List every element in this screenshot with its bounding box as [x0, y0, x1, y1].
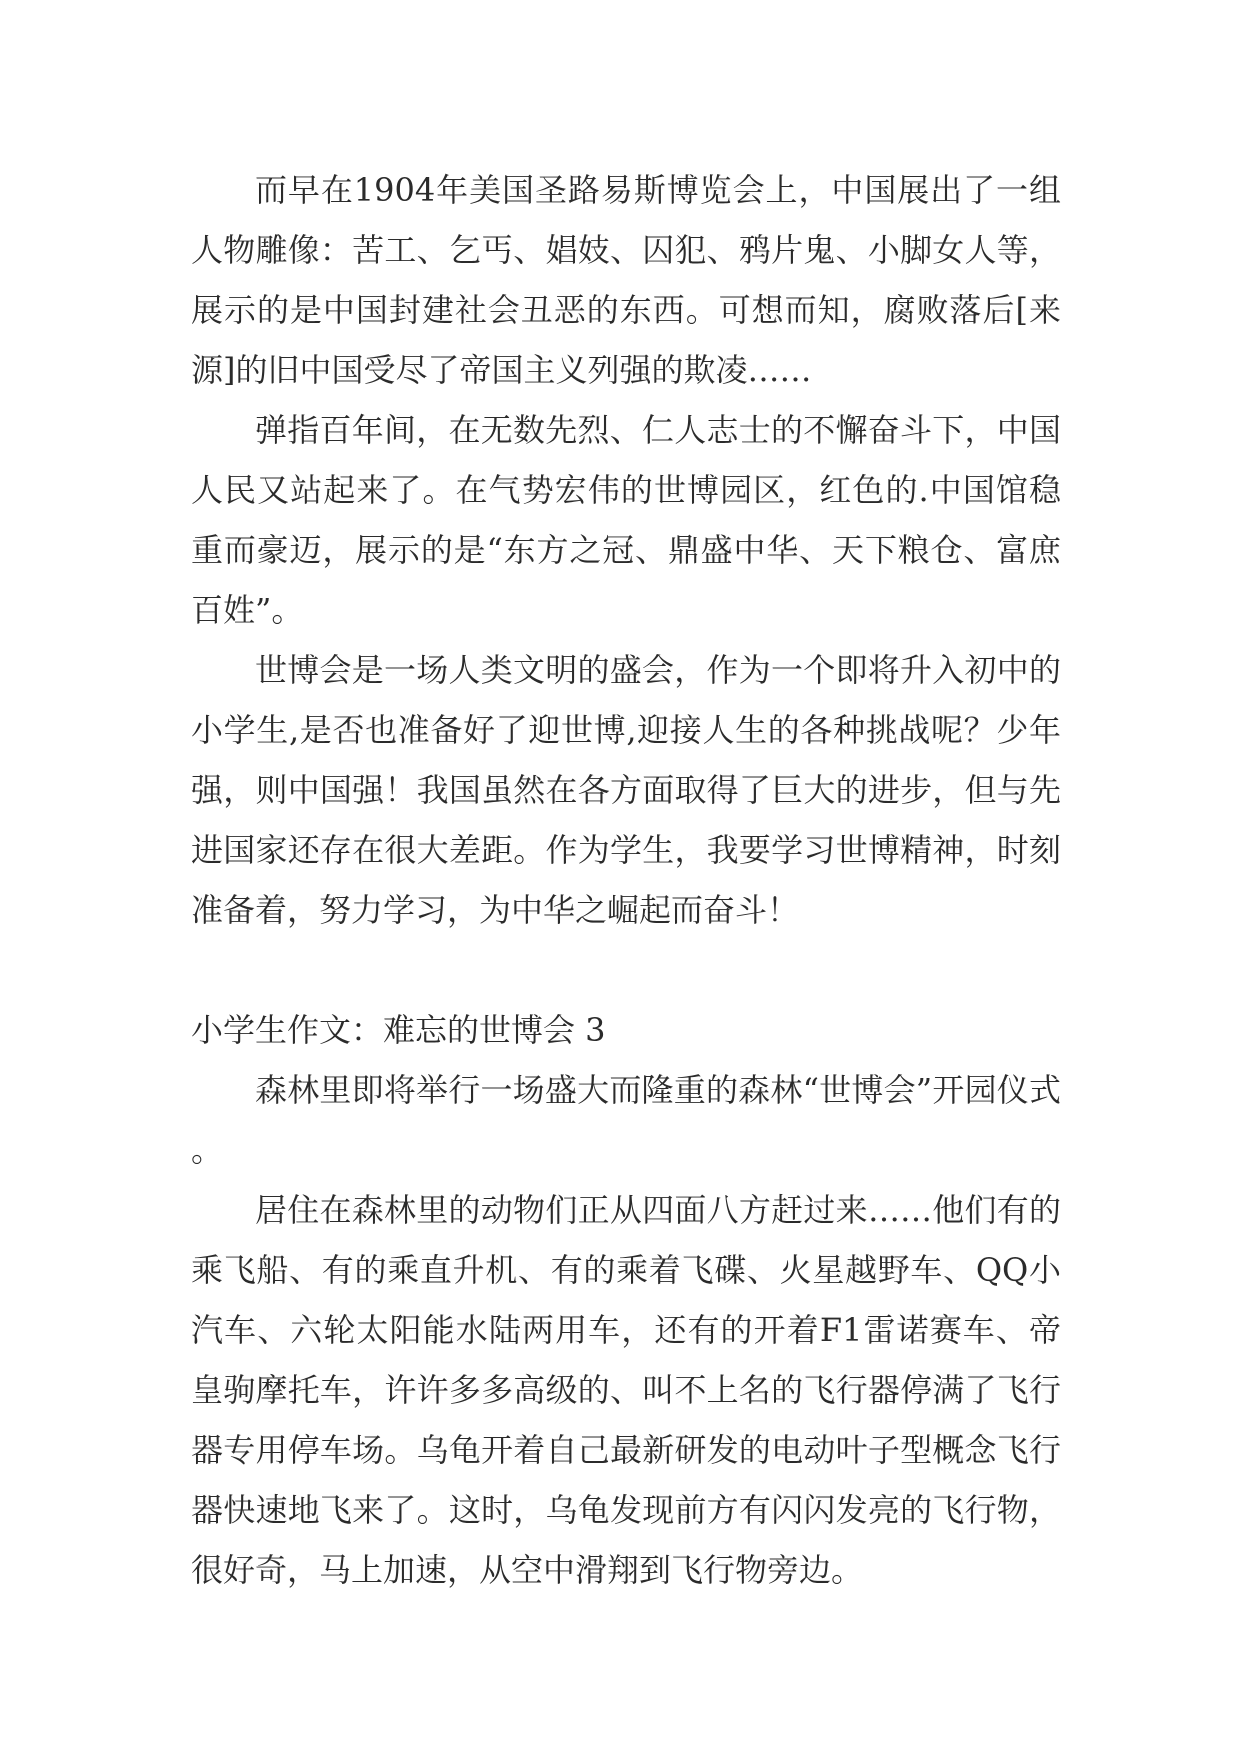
section-spacer [191, 940, 1061, 1000]
document-body [191, 160, 1061, 1600]
paragraph-expo-spirit: 世博会是一场人类文明的盛会，作为一个即将升入初中的小学生,是否也准备好了迎世博,迎接人生的各种挑战呢？少年强，则中国强！我国虽然在各方面取得了巨大的进步，但与先进国家还存在很大差距。作为学生，我要学习世博精神，时刻准备着，努力学习，为中华之崛起而奋斗！ [191, 651, 1061, 929]
paragraph-1904-expo: 而早在1904年美国圣路易斯博览会上，中国展出了一组人物雕像：苦工、乞丐、娼妓、囚犯、鸦片鬼、小脚女人等，展示的是中国封建社会丑恶的东西。可想而知，腐败落后[来源]的旧中国受尽了帝国主义列强的欺凌…… [191, 171, 1061, 389]
paragraph-animals-arrive: 居住在森林里的动物们正从四面八方赶过来……他们有的乘飞船、有的乘直升机、有的乘着飞碟、火星越野车、QQ小汽车、六轮太阳能水陆两用车，还有的开着F1雷诺赛车、帝皇驹摩托车，许许多多高级的、叫不上名的飞行器停满了飞行器专用停车场。乌龟开着自己最新研发的电动叶子型概念飞行器快速地飞来了。这时，乌龟发现前方有闪闪发亮的飞行物，很好奇，马上加速，从空中滑翔到飞行物旁边。 [191, 1191, 1061, 1589]
section-title: 小学生作文：难忘的世博会 3 [191, 1011, 606, 1049]
paragraph-forest-expo: 森林里即将举行一场盛大而隆重的森林“世博会”开园仪式。 [191, 1071, 1061, 1169]
paragraph-hundred-years: 弹指百年间，在无数先烈、仁人志士的不懈奋斗下，中国人民又站起来了。在气势宏伟的世博园区，红色的.中国馆稳重而豪迈，展示的是“东方之冠、鼎盛中华、天下粮仓、富庶百姓”。 [191, 411, 1061, 629]
